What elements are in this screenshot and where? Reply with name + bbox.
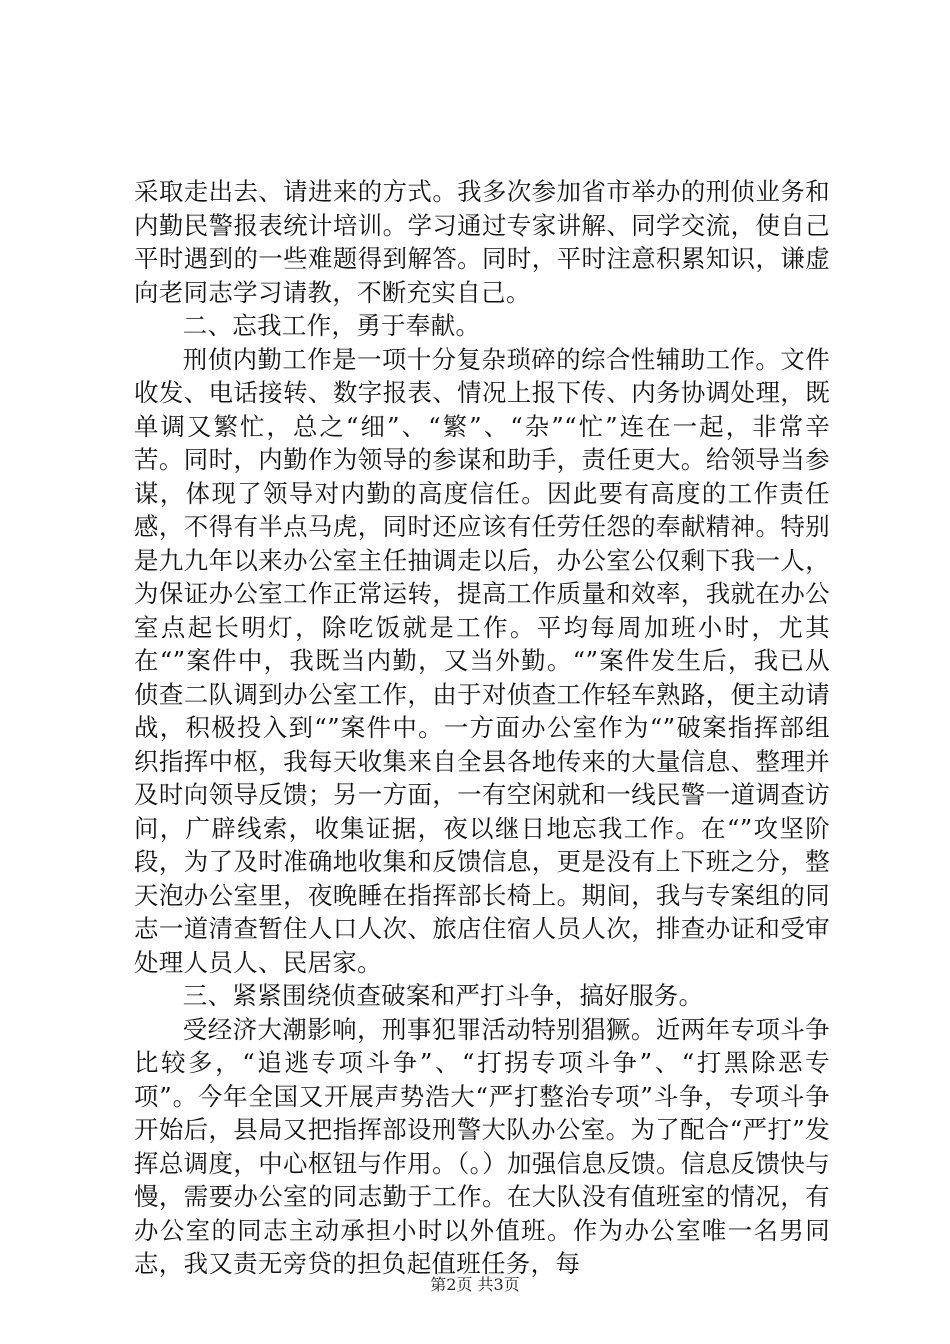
section-heading-3: 三、紧紧围绕侦查破案和严打斗争，搞好服务。	[182, 981, 704, 1010]
paragraph-1: 采取走出去、请进来的方式。我多次参加省市举办的刑侦业务和内勤民警报表统计培训。学习通过专家讲解、同学交流，使自己平时遇到的一些难题得到解答。同时，平时注意积累知识，谦虚向老同志学习请教，不断充实自己。	[134, 177, 830, 307]
page-number: 第2页 共3页	[430, 1275, 520, 1294]
section-heading-2: 二、忘我工作，勇于奉献。	[182, 311, 481, 340]
paragraph-5: 受经济大潮影响，刑事犯罪活动特别猖獗。近两年专项斗争比较多，“追逃专项斗争”、“打拐专项斗争”、“打黑除恶专项”。今年全国又开展声势浩大“严打整治专项”斗争，专项斗争开始后，县局又把指挥部设刑警大队办公室。为了配合“严打”发挥总调度，中心枢钮与作用。（。）加强信息反馈。信息反馈快与慢，需要办公室的同志勤于工作。在大队没有值班室的情况，有办公室的同志主动承担小时以外值班。作为办公室唯一名男同志，我又责无旁贷的担负起值班任务，每	[134, 1014, 830, 1278]
document-body	[134, 175, 830, 1281]
paragraph-3: 刑侦内勤工作是一项十分复杂琐碎的综合性辅助工作。文件收发、电话接转、数字报表、情况上报下传、内务协调处理，既单调又繁忙，总之“细”、“繁”、“杂”“忙”连在一起，非常辛苦。同时，内勤作为领导的参谋和助手，责任更大。给领导当参谋，体现了领导对内勤的高度信任。因此要有高度的工作责任感，不得有半点马虎，同时还应该有任劳任怨的奉献精神。特别是九九年以来办公室主任抽调走以后，办公室公仅剩下我一人，为保证办公室工作正常运转，提高工作质量和效率，我就在办公室点起长明灯，除吃饭就是工作。平均每周加班小时，尤其在“”案件中，我既当内勤，又当外勤。“”案件发生后，我已从侦查二队调到办公室工作，由于对侦查工作轻车熟路，便主动请战，积极投入到“”案件中。一方面办公室作为“”破案指挥部组织指挥中枢，我每天收集来自全县各地传来的大量信息、整理并及时向领导反馈；另一方面，一有空闲就和一线民警一道调查访问，广辟线索，收集证据，夜以继日地忘我工作。在“”攻坚阶段，为了及时准确地收集和反馈信息，更是没有上下班之分，整天泡办公室里，夜晚睡在指挥部长椅上。期间，我与专案组的同志一道清查暂住人口人次、旅店住宿人员人次，排查办证和受审处理人员人、民居家。	[134, 344, 830, 977]
